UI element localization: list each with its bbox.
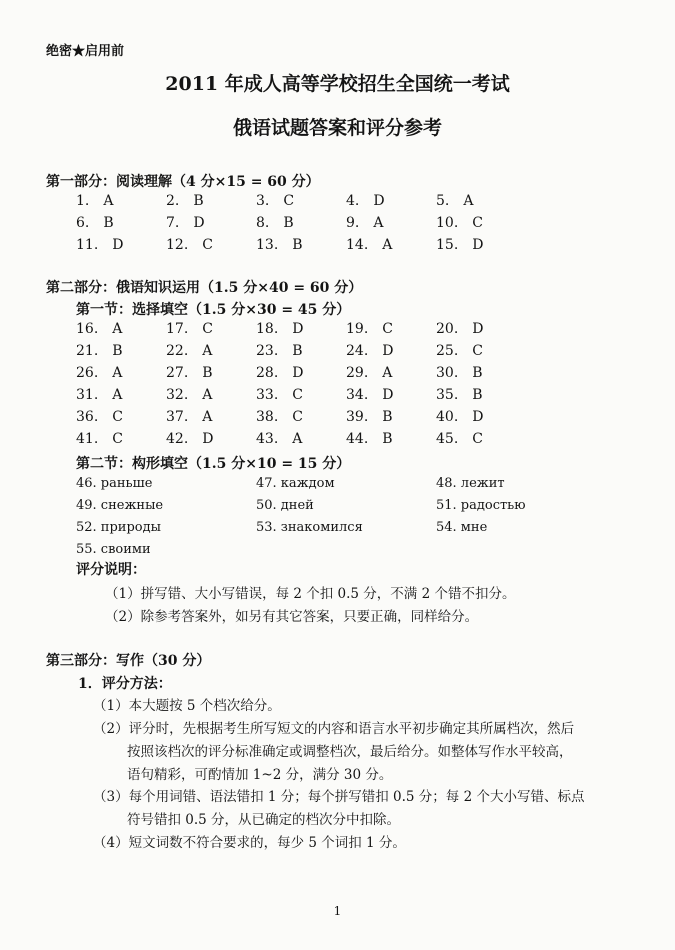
answer-choice: A [202,387,213,403]
answer-item [346,321,393,337]
answer-choice: C [382,321,393,337]
page-title: 2011 年成人高等学校招生全国统一考试 [165,73,510,95]
answer-choice: C [472,215,483,231]
answer-item [76,387,122,403]
answer-number: 3. [256,193,270,209]
answer-choice: B [193,193,204,209]
answer-number: 42. [166,431,189,447]
answer-item [436,343,483,359]
answer-choice: C [202,321,213,337]
answer-number: 14. [346,237,369,253]
answer-item [76,193,113,209]
answer-number: 28. [256,365,279,381]
answer-choice: A [112,365,123,381]
answer-item [256,409,303,425]
answer-choice: D [382,387,394,403]
answer-item [256,365,304,381]
answer-choice: D [292,365,304,381]
answer-item [256,237,303,253]
answer-choice: B [292,237,303,253]
answer-number: 36. [76,409,99,425]
answer-choice: C [472,343,483,359]
answer-choice: C [112,409,123,425]
answer-item [346,387,394,403]
answer-number: 32. [166,387,189,403]
answer-item [166,215,205,231]
answer-item [256,215,294,231]
word-answer: 54. мне [436,520,488,535]
answer-item [346,409,393,425]
scoring-heading: 评分说明： [76,562,146,578]
answer-item [76,431,123,447]
answer-number: 39. [346,409,369,425]
answer-item [346,343,394,359]
answer-choice: D [292,321,304,337]
answer-item [76,343,123,359]
answer-number: 34. [346,387,369,403]
answer-choice: D [373,193,385,209]
answer-number: 17. [166,321,189,337]
answer-number: 40. [436,409,459,425]
word-answer: 46. раньше [76,476,153,491]
answer-choice: A [202,343,213,359]
answer-item [436,321,484,337]
word-answer: 52. природы [76,520,161,535]
answer-choice: A [202,409,213,425]
answer-number: 5. [436,193,450,209]
answer-number: 23. [256,343,279,359]
rule-line: （3）每个用词错、语法错扣 1 分；每个拼写错扣 0.5 分；每 2 个大小写错、标点 [93,789,585,805]
answer-number: 11. [76,237,99,253]
word-answer: 50. дней [256,498,314,513]
answer-choice: B [382,431,393,447]
answer-item [76,365,122,381]
answer-choice: B [472,365,483,381]
answer-item [166,365,213,381]
answer-choice: D [202,431,214,447]
answer-choice: C [202,237,213,253]
answer-choice: D [112,237,124,253]
answer-item [346,237,392,253]
answer-number: 18. [256,321,279,337]
answer-choice: C [112,431,123,447]
answer-number: 38. [256,409,279,425]
answer-item [256,321,304,337]
answer-choice: A [463,193,474,209]
secret-mark: 绝密★启用前 [46,44,125,59]
answer-number: 25. [436,343,459,359]
answer-item [166,343,212,359]
answer-item [346,365,392,381]
answer-number: 30. [436,365,459,381]
answer-choice: A [103,193,114,209]
answer-item [166,321,213,337]
word-answer: 55. своими [76,542,151,557]
answer-number: 15. [436,237,459,253]
answer-item [166,193,204,209]
answer-item [346,193,385,209]
answer-number: 26. [76,365,99,381]
answer-number: 16. [76,321,99,337]
answer-number: 2. [166,193,180,209]
answer-number: 35. [436,387,459,403]
word-answer: 49. снежные [76,498,164,513]
part3-heading: 第三部分：写作（30 分） [46,653,211,669]
answer-choice: C [292,409,303,425]
answer-item [166,387,212,403]
answer-number: 9. [346,215,360,231]
rule-line: 按照该档次的评分标准确定或调整档次，最后给分。如整体写作水平较高， [127,744,573,760]
answer-item [436,215,483,231]
answer-item [436,365,483,381]
answer-number: 4. [346,193,360,209]
page-number: 1 [333,904,342,918]
answer-item [346,215,383,231]
part2-section1-heading: 第一节：选择填空（1.5 分×30 = 45 分） [76,302,351,318]
answer-number: 22. [166,343,189,359]
rule-line: 语句精彩，可酌情加 1~2 分，满分 30 分。 [127,767,393,783]
answer-number: 8. [256,215,270,231]
answer-number: 27. [166,365,189,381]
word-answer: 51. радостью [436,498,526,513]
answer-item [436,193,473,209]
answer-number: 20. [436,321,459,337]
answer-number: 1. [76,193,90,209]
answer-choice: D [472,409,484,425]
answer-choice: B [472,387,483,403]
answer-number: 31. [76,387,99,403]
part1-heading: 第一部分：阅读理解（4 分×15 = 60 分） [46,174,320,190]
answer-choice: C [292,387,303,403]
answer-item [256,431,302,447]
answer-number: 21. [76,343,99,359]
answer-item [436,431,483,447]
word-answer: 48. лежит [436,476,505,491]
answer-item [346,431,393,447]
answer-choice: A [382,237,393,253]
answer-number: 6. [76,215,90,231]
answer-number: 37. [166,409,189,425]
answer-number: 10. [436,215,459,231]
answer-choice: D [193,215,205,231]
answer-item [256,343,303,359]
answer-choice: B [112,343,123,359]
answer-choice: D [472,321,484,337]
part2-section2-heading: 第二节：构形填空（1.5 分×10 = 15 分） [76,456,351,472]
answer-item [76,409,123,425]
answer-item [436,409,484,425]
answer-item [436,387,483,403]
answer-number: 44. [346,431,369,447]
answer-number: 45. [436,431,459,447]
answer-choice: D [472,237,484,253]
word-answer: 53. знакомился [256,520,363,535]
answer-item [256,193,294,209]
answer-choice: B [283,215,294,231]
word-answer: 47. каждом [256,476,335,491]
answer-choice: A [373,215,384,231]
answer-item [76,321,122,337]
answer-number: 43. [256,431,279,447]
answer-choice: C [283,193,295,209]
answer-number: 7. [166,215,180,231]
page-subtitle: 俄语试题答案和评分参考 [232,117,442,139]
answer-item [256,387,303,403]
answer-item [166,431,214,447]
answer-choice: D [382,343,394,359]
answer-number: 19. [346,321,369,337]
rule-line: （1）本大题按 5 个档次给分。 [93,698,281,714]
answer-item [166,237,213,253]
answer-choice: B [382,409,393,425]
answer-choice: C [472,431,483,447]
answer-choice: A [112,321,123,337]
answer-choice: A [292,431,303,447]
answer-number: 41. [76,431,99,447]
rule-line: 符号错扣 0.5 分，从已确定的档次分中扣除。 [127,812,401,828]
answer-number: 33. [256,387,279,403]
scoring-note: （2）除参考答案外，如另有其它答案，只要正确，同样给分。 [105,609,479,625]
answer-number: 12. [166,237,189,253]
answer-choice: A [382,365,393,381]
answer-choice: B [292,343,303,359]
answer-number: 13. [256,237,279,253]
part3-item1-heading: 1．评分方法： [78,676,172,692]
answer-item [76,237,124,253]
answer-item [166,409,212,425]
answer-choice: B [202,365,213,381]
part2-heading: 第二部分：俄语知识运用（1.5 分×40 = 60 分） [46,280,363,296]
rule-line: （4）短文词数不符合要求的，每少 5 个词扣 1 分。 [93,835,406,851]
scoring-note: （1）拼写错、大小写错误，每 2 个扣 0.5 分，不满 2 个错不扣分。 [105,586,516,602]
answer-number: 29. [346,365,369,381]
rule-line: （2）评分时，先根据考生所写短文的内容和语言水平初步确定其所属档次，然后 [93,721,575,737]
answer-item [436,237,484,253]
answer-item [76,215,114,231]
answer-choice: B [103,215,114,231]
answer-choice: A [112,387,123,403]
answer-number: 24. [346,343,369,359]
